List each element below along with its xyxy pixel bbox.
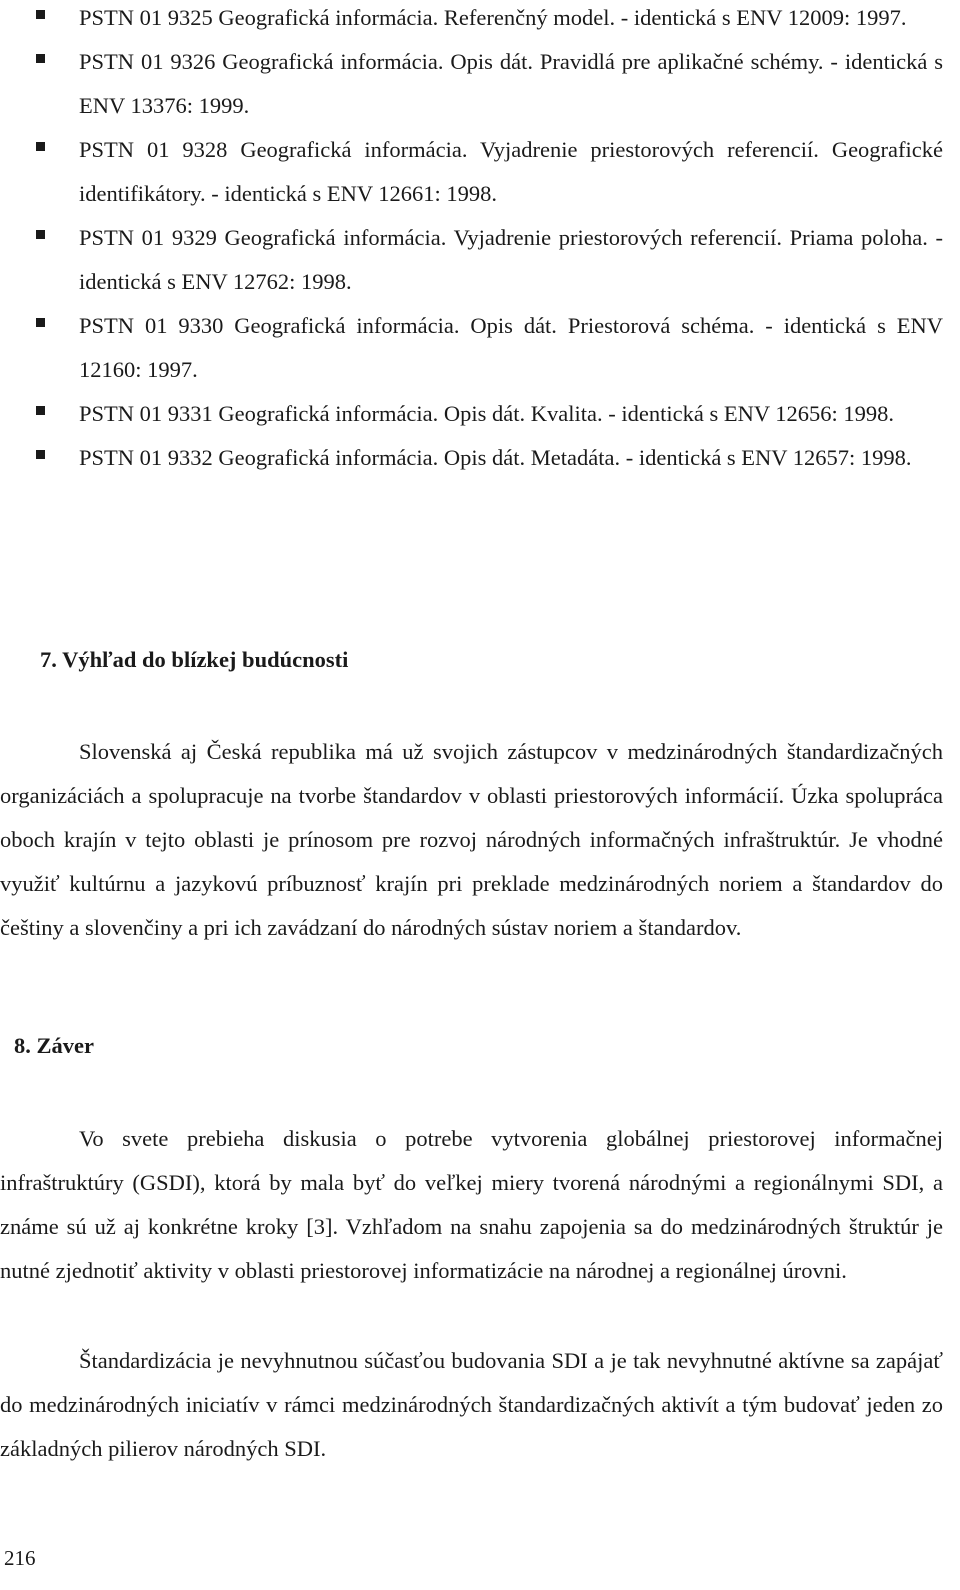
square-bullet-icon: [36, 230, 45, 239]
list-item: [0, 40, 960, 128]
list-item: [0, 128, 960, 216]
list-item-text: PSTN 01 9328 Geografická informácia. Vyjadrenie priestorových referencií. Geografické identifikátory. - identická s ENV 12661: 1998.: [79, 137, 943, 206]
list-item-text: PSTN 01 9329 Geografická informácia. Vyjadrenie priestorových referencií. Priama poloha. - identická s ENV 12762: 1998.: [79, 225, 943, 294]
section-8-paragraph-2: Štandardizácia je nevyhnutnou súčasťou budovania SDI a je tak nevyhnutné aktívne sa zapájať do medzinárodných iniciatív v rámci medzinárodných štandardizačných aktivít a tým budovať jeden zo základných pilierov národných SDI.: [0, 1348, 943, 1461]
list-item-text: PSTN 01 9332 Geografická informácia. Opis dát. Metadáta. - identická s ENV 12657: 1998.: [79, 445, 912, 470]
section-7-heading: 7. Výhľad do blízkej budúcnosti: [40, 647, 349, 672]
square-bullet-icon: [36, 10, 45, 19]
list-item-text: PSTN 01 9331 Geografická informácia. Opis dát. Kvalita. - identická s ENV 12656: 1998.: [79, 401, 895, 426]
square-bullet-icon: [36, 142, 45, 151]
list-item: [0, 436, 960, 480]
square-bullet-icon: [36, 54, 45, 63]
section-8-heading: 8. Záver: [14, 1033, 94, 1058]
list-item: [0, 0, 960, 40]
section-8-paragraph-1: Vo svete prebieha diskusia o potrebe vytvorenia globálnej priestorovej informačnej infraštruktúry (GSDI), ktorá by mala byť do veľkej miery tvorená národnými a regionálnymi SDI, a známe sú už aj konkrétne kroky [3]. Vzhľadom na snahu zapojenia sa do medzinárodných štruktúr je nutné zjednotiť aktivity v oblasti priestorovej informatizácie na národnej a regionálnej úrovni.: [0, 1126, 943, 1283]
list-item-text: PSTN 01 9326 Geografická informácia. Opis dát. Pravidlá pre aplikačné schémy. - identická s ENV 13376: 1999.: [79, 49, 943, 118]
square-bullet-icon: [36, 318, 45, 327]
square-bullet-icon: [36, 406, 45, 415]
list-item-text: PSTN 01 9325 Geografická informácia. Referenčný model. - identická s ENV 12009: 1997.: [79, 5, 907, 30]
standards-list: [0, 0, 960, 480]
section-7-paragraph: Slovenská aj Česká republika má už svojich zástupcov v medzinárodných štandardizačných organizáciách a spolupracuje na tvorbe štandardov v oblasti priestorových informácií. Úzka spolupráca oboch krajín v tejto oblasti je prínosom pre rozvoj národných informačných infraštruktúr. Je vhodné využiť kultúrnu a jazykovú príbuznosť krajín pri preklade medzinárodných noriem a štandardov do češtiny a slovenčiny a pri ich zavádzaní do národných sústav noriem a štandardov.: [0, 739, 943, 940]
square-bullet-icon: [36, 450, 45, 459]
list-item-text: PSTN 01 9330 Geografická informácia. Opis dát. Priestorová schéma. - identická s ENV 12160: 1997.: [79, 313, 943, 382]
list-item: [0, 304, 960, 392]
list-item: [0, 216, 960, 304]
list-item: [0, 392, 960, 436]
page-number: 216: [4, 1546, 36, 1570]
